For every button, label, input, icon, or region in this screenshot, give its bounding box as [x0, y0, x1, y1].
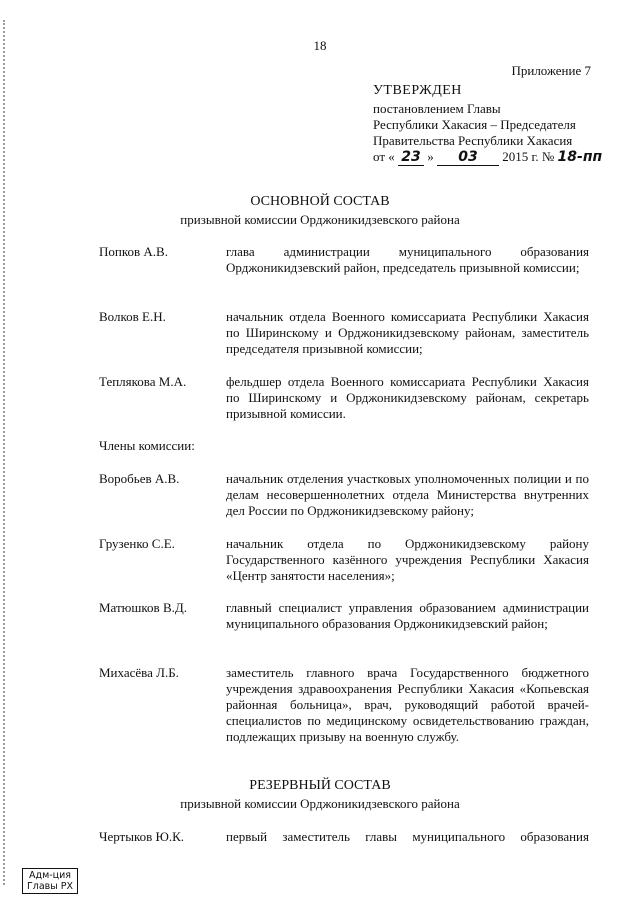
approval-date-line [373, 149, 613, 166]
date-day: 23 [398, 149, 424, 166]
page-number: 18 [313, 38, 327, 53]
main-section-heading [0, 193, 640, 229]
entry-role: начальник отдела по Орджоникидзевскому району Государственного казённого учреждения Республики Хакасия «Центр занятости населения»; [226, 536, 589, 583]
stamp-line-2: Главы РХ [27, 881, 74, 892]
appendix-label: Приложение 7 [511, 63, 591, 78]
approval-line-2: Республики Хакасия – Председателя [373, 117, 576, 132]
registry-stamp [22, 868, 78, 894]
entry-name: Грузенко С.Е. [99, 536, 175, 551]
reserve-section-title: РЕЗЕРВНЫЙ СОСТАВ [249, 778, 391, 793]
entry-role: глава администрации муниципального образования Орджоникидзевский район, председатель призывной комиссии; [226, 244, 589, 275]
entry-role: первый заместитель главы муниципального образования [226, 829, 589, 844]
entry-role: начальник отдела Военного комиссариата Республики Хакасия по Ширинскому и Орджоникидзевскому районам, заместитель председателя призывной комиссии; [226, 309, 589, 356]
decree-number: 18-пп [557, 149, 603, 165]
main-entry [99, 309, 589, 357]
entry-role: начальник отделения участковых уполномоченных полиции и по делам несовершеннолетних отдела Министерства внутренних дел России по Орджоникидзевскому району; [226, 471, 589, 518]
entry-role: главный специалист управления образованием администрации муниципального образования Орджоникидзевский район; [226, 600, 589, 631]
main-entry [99, 244, 589, 276]
entry-name: Михасёва Л.Б. [99, 665, 179, 680]
entry-name: Теплякова М.А. [99, 374, 187, 389]
member-entry [99, 600, 589, 632]
entry-name: Воробьев А.В. [99, 471, 180, 486]
reserve-section-subtitle: призывной комиссии Орджоникидзевского района [180, 796, 460, 811]
reserve-section-heading [0, 777, 640, 813]
date-prefix: от « [373, 149, 395, 164]
entry-name: Чертыков Ю.К. [99, 829, 185, 844]
date-month: 03 [437, 149, 499, 166]
approval-line-3: Правительства Республики Хакасия [373, 133, 573, 148]
reserve-entry [99, 829, 589, 845]
member-entry [99, 536, 589, 584]
main-section-title: ОСНОВНОЙ СОСТАВ [250, 194, 390, 209]
members-label: Члены комиссии: [99, 438, 195, 453]
entry-role: фельдшер отдела Военного комиссариата Республики Хакасия по Ширинскому и Орджоникидзевскому районам, секретарь призывной комиссии. [226, 374, 589, 421]
stamp-line-1: Адм-ция [29, 870, 72, 881]
entry-name: Матюшков В.Д. [99, 600, 187, 615]
entry-role: заместитель главного врача Государственного бюджетного учреждения здравоохранения Республики Хакасия «Копьевская районная больница», врач, руководящий работой врачей-специалистов по медицинскому освидетельствованию граждан, подлежащих призыву на военную службу. [226, 665, 589, 744]
date-mid: » [427, 149, 434, 164]
entry-name: Попков А.В. [99, 244, 168, 259]
left-margin-mark [3, 20, 5, 885]
approval-block [373, 83, 613, 166]
member-entry [99, 471, 589, 519]
entry-name: Волков Е.Н. [99, 309, 166, 324]
date-year: 2015 г. № [502, 149, 555, 164]
main-section-subtitle: призывной комиссии Орджоникидзевского района [180, 212, 460, 227]
main-entry [99, 374, 589, 422]
approval-line-1: постановлением Главы [373, 101, 501, 116]
member-entry [99, 665, 589, 745]
approval-heading: УТВЕРЖДЕН [373, 83, 462, 98]
